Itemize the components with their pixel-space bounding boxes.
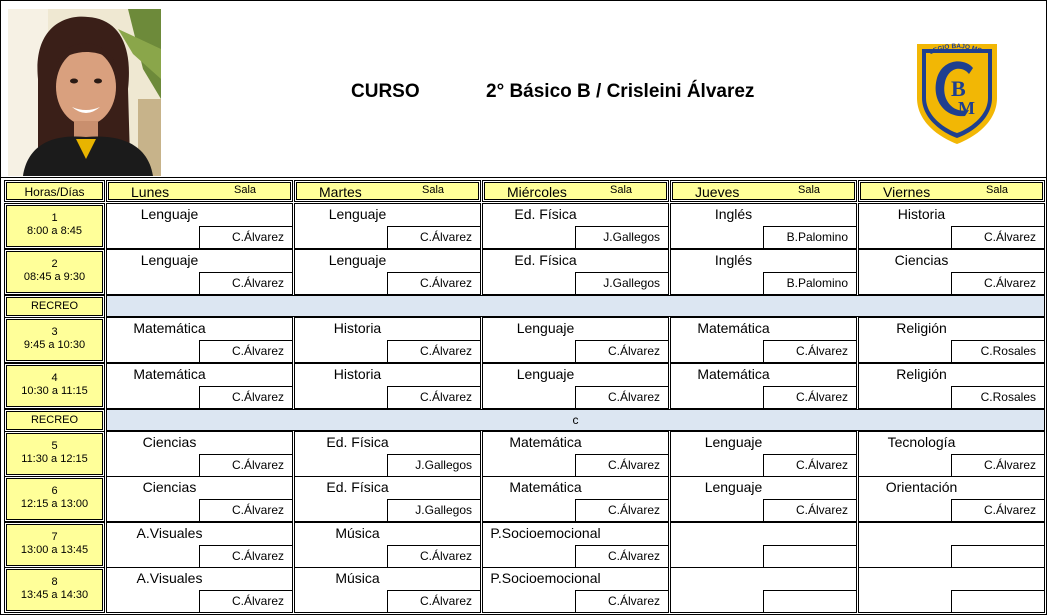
subject-name: Matemática: [697, 366, 770, 382]
period-time-cell: [4, 249, 105, 295]
teacher-name: [763, 545, 856, 567]
period-number: 3: [51, 326, 58, 338]
teacher-name: J.Gallegos: [387, 454, 480, 476]
class-cell: [106, 522, 293, 568]
teacher-name: B.Palomino: [763, 272, 856, 294]
class-cell: [106, 476, 293, 522]
period-time-range: 11:30 a 12:15: [21, 453, 88, 465]
day-header-3: [482, 180, 669, 202]
class-cell: [670, 203, 857, 249]
teacher-name: C.Álvarez: [387, 226, 480, 248]
period-time-range: 8:00 a 8:45: [26, 225, 83, 237]
teacher-name: B.Palomino: [763, 226, 856, 248]
teacher-name: C.Álvarez: [199, 545, 292, 567]
period-number: 2: [51, 258, 58, 270]
class-cell: [482, 317, 669, 363]
period-number: 7: [51, 531, 58, 543]
day-name: Miércoles: [507, 184, 567, 200]
day-name: Martes: [319, 184, 362, 200]
teacher-name: C.Álvarez: [199, 454, 292, 476]
subject-name: Matemática: [133, 320, 206, 336]
period-time-cell: [4, 522, 105, 568]
subject-name: Ed. Física: [514, 252, 577, 268]
subject-name: Matemática: [697, 320, 770, 336]
svg-text:B: B: [951, 76, 966, 101]
timetable: [4, 180, 1045, 614]
recess-label: RECREO: [30, 300, 79, 312]
class-cell: [294, 363, 481, 409]
teacher-name: [951, 545, 1044, 567]
subject-name: Lenguaje: [140, 206, 199, 222]
teacher-name: C.Álvarez: [951, 272, 1044, 294]
corner-header-cell: [4, 180, 105, 202]
class-cell: [482, 522, 669, 568]
subject-name: Música: [335, 570, 380, 586]
teacher-name: J.Gallegos: [575, 226, 668, 248]
period-time-cell: [4, 567, 105, 613]
teacher-name: J.Gallegos: [575, 272, 668, 294]
subject-name: Historia: [333, 366, 382, 382]
room-label: Sala: [610, 184, 633, 196]
subject-name: Ed. Física: [326, 434, 389, 450]
class-cell: [858, 249, 1045, 295]
period-time-range: 13:00 a 13:45: [20, 544, 89, 556]
day-header-2: [294, 180, 481, 202]
subject-name: Lenguaje: [328, 206, 387, 222]
teacher-name: C.Álvarez: [199, 340, 292, 362]
class-cell: [670, 363, 857, 409]
period-time-range: 10:30 a 11:15: [21, 385, 88, 397]
class-cell: [106, 431, 293, 477]
teacher-name: C.Álvarez: [575, 590, 668, 612]
recess-label-cell: [4, 295, 105, 318]
subject-name: Matemática: [509, 479, 582, 495]
period-time-cell: [4, 476, 105, 522]
period-time-cell: [4, 431, 105, 477]
class-cell: [670, 431, 857, 477]
class-cell: [858, 203, 1045, 249]
teacher-name: C.Álvarez: [575, 340, 668, 362]
subject-name: P.Socioemocional: [490, 570, 601, 586]
teacher-name: C.Rosales: [951, 386, 1044, 408]
period-time-cell: [4, 203, 105, 249]
class-cell: [106, 317, 293, 363]
course-name: 2° Básico B / Crisleini Álvarez: [486, 81, 755, 102]
subject-name: Religión: [896, 366, 947, 382]
subject-name: Música: [335, 525, 380, 541]
room-label: Sala: [422, 184, 445, 196]
class-cell: [670, 476, 857, 522]
class-cell: [294, 567, 481, 613]
class-cell: [858, 317, 1045, 363]
period-number: 5: [51, 440, 58, 452]
class-cell: [670, 522, 857, 568]
class-cell: [294, 317, 481, 363]
svg-text:M: M: [958, 98, 975, 118]
period-time-cell: [4, 317, 105, 363]
teacher-name: J.Gallegos: [387, 499, 480, 521]
class-cell: [670, 317, 857, 363]
teacher-name: C.Álvarez: [199, 386, 292, 408]
class-cell: [482, 249, 669, 295]
class-cell: [482, 476, 669, 522]
class-cell: [106, 203, 293, 249]
room-label: Sala: [234, 184, 257, 196]
teacher-name: C.Álvarez: [575, 454, 668, 476]
subject-name: A.Visuales: [136, 570, 203, 586]
class-cell: [106, 249, 293, 295]
teacher-name: C.Álvarez: [199, 499, 292, 521]
subject-name: Ciencias: [142, 434, 197, 450]
period-time-cell: [4, 363, 105, 409]
subject-name: Tecnología: [887, 434, 956, 450]
class-cell: [858, 522, 1045, 568]
period-number: 4: [51, 372, 58, 384]
day-name: Lunes: [131, 184, 170, 200]
day-name: Viernes: [883, 184, 931, 200]
subject-name: Orientación: [885, 479, 958, 495]
subject-name: P.Socioemocional: [490, 525, 601, 541]
teacher-name: C.Álvarez: [575, 545, 668, 567]
teacher-name: C.Álvarez: [951, 499, 1044, 521]
subject-name: Religión: [896, 320, 947, 336]
subject-name: Historia: [333, 320, 382, 336]
class-cell: [106, 363, 293, 409]
teacher-name: [763, 590, 856, 612]
class-cell: [670, 249, 857, 295]
recess-label: RECREO: [30, 414, 79, 426]
class-cell: [294, 203, 481, 249]
class-cell: [294, 249, 481, 295]
recess-band: c: [106, 409, 1045, 431]
subject-name: Inglés: [714, 252, 753, 268]
subject-name: Lenguaje: [704, 479, 763, 495]
subject-name: Ed. Física: [514, 206, 577, 222]
subject-name: Lenguaje: [140, 252, 199, 268]
teacher-name: C.Álvarez: [763, 386, 856, 408]
subject-name: Lenguaje: [516, 320, 575, 336]
teacher-name: C.Álvarez: [763, 340, 856, 362]
day-header-4: [670, 180, 857, 202]
class-cell: [294, 476, 481, 522]
period-number: 1: [51, 212, 58, 224]
recess-label-cell: [4, 409, 105, 432]
course-label: CURSO: [351, 81, 420, 102]
teacher-name: C.Álvarez: [951, 454, 1044, 476]
class-cell: [858, 431, 1045, 477]
subject-name: Lenguaje: [516, 366, 575, 382]
period-number: 6: [51, 485, 58, 497]
class-cell: [294, 522, 481, 568]
teacher-photo-image: [8, 9, 161, 176]
class-cell: [858, 363, 1045, 409]
teacher-name: C.Álvarez: [763, 499, 856, 521]
subject-name: Ed. Física: [326, 479, 389, 495]
class-cell: [482, 567, 669, 613]
school-crest-icon: [913, 38, 1001, 146]
period-time-range: 9:45 a 10:30: [23, 339, 86, 351]
recess-band: [106, 295, 1045, 317]
period-time-range: 12:15 a 13:00: [20, 498, 89, 510]
period-number: 8: [51, 576, 58, 588]
class-cell: [482, 431, 669, 477]
subject-name: Lenguaje: [328, 252, 387, 268]
subject-name: Historia: [897, 206, 946, 222]
teacher-name: C.Álvarez: [199, 226, 292, 248]
room-label: Sala: [798, 184, 821, 196]
class-cell: [294, 431, 481, 477]
hours-days-label: Horas/Días: [24, 185, 85, 199]
teacher-name: C.Álvarez: [387, 386, 480, 408]
schedule-header: [1, 1, 1046, 178]
svg-text:COLEGIO BAJO MOLLE: LEGIO BAJO MO: [928, 42, 983, 57]
subject-name: Matemática: [509, 434, 582, 450]
subject-name: Ciencias: [142, 479, 197, 495]
period-time-range: 08:45 a 9:30: [23, 271, 86, 283]
teacher-name: C.Álvarez: [387, 590, 480, 612]
class-cell: [858, 567, 1045, 613]
class-cell: [482, 203, 669, 249]
class-cell: [482, 363, 669, 409]
subject-name: Matemática: [133, 366, 206, 382]
school-logo: [913, 38, 1001, 146]
teacher-name: C.Álvarez: [199, 590, 292, 612]
class-cell: [106, 567, 293, 613]
room-label: Sala: [986, 184, 1009, 196]
teacher-photo: [8, 9, 161, 176]
teacher-name: C.Rosales: [951, 340, 1044, 362]
subject-name: Inglés: [714, 206, 753, 222]
teacher-name: C.Álvarez: [763, 454, 856, 476]
class-cell: [670, 567, 857, 613]
subject-name: Lenguaje: [704, 434, 763, 450]
class-cell: [858, 476, 1045, 522]
day-header-1: [106, 180, 293, 202]
teacher-name: [951, 590, 1044, 612]
teacher-name: C.Álvarez: [387, 545, 480, 567]
subject-name: Ciencias: [894, 252, 949, 268]
subject-name: A.Visuales: [136, 525, 203, 541]
teacher-name: C.Álvarez: [387, 272, 480, 294]
day-header-5: [858, 180, 1045, 202]
day-name: Jueves: [695, 184, 740, 200]
teacher-name: C.Álvarez: [199, 272, 292, 294]
teacher-name: C.Álvarez: [575, 386, 668, 408]
teacher-name: C.Álvarez: [951, 226, 1044, 248]
teacher-name: C.Álvarez: [387, 340, 480, 362]
period-time-range: 13:45 a 14:30: [20, 589, 89, 601]
teacher-name: C.Álvarez: [575, 499, 668, 521]
